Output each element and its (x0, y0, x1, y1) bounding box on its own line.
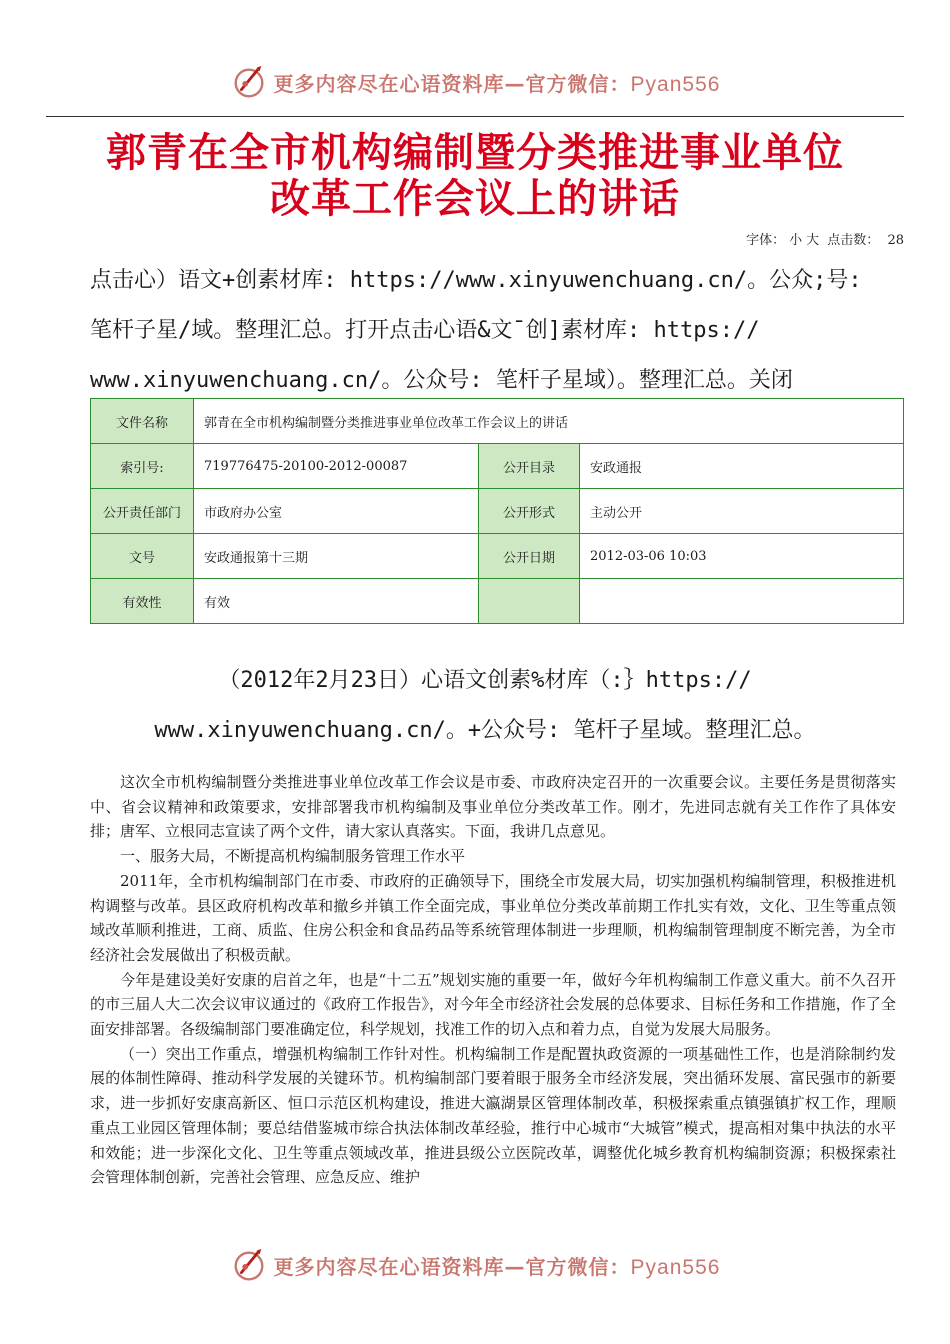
table-row (91, 444, 904, 489)
banner-handle: Pyan556 (630, 1255, 721, 1279)
table-row (91, 579, 904, 624)
watermark-text-block (90, 256, 880, 406)
section-heading: 一、服务大局，不断提高机构编制服务管理工作水平 (120, 847, 466, 866)
info-table (90, 398, 904, 624)
table-row (91, 489, 904, 534)
date-line-2: www.xinyuwenchuang.cn/。+公众号: 笔杆子星域。整理汇总。 (154, 718, 816, 743)
empty-label-cell (479, 579, 580, 624)
index-label: 索引号: (91, 444, 194, 489)
paragraph: （一）突出工作重点，增强机构编制工作针对性。机构编制工作是配置执政资源的一项基础性工作，也是消除制约发展的体制性障碍、推动科学发展的关键环节。机构编制部门要着眼于服务全市经济发展，突出循环发展、富民强市的新要求，进一步抓好安康高新区、恒口示范区机构建设，推进大瀛湖景区管理体制改革，积极探索重点镇强镇扩权工作，理顺重点工业园区管理体制；要总结借鉴城市综合执法体制改革经验，推行中心城市“大城管”模式，提高相对集中执法的水平和效能；进一步深化文化、卫生等重点领域改革，推进县级公立医院改革，调整优化城乡教育机构编制资源；积极探索社会管理体制创新，完善社会管理、应急反应、维护 (90, 1044, 896, 1187)
paragraph: 今年是建设美好安康的启首之年，也是“十二五”规划实施的重要一年，做好今年机构编制工作意义重大。前不久召开的市三届人大二次会议审议通过的《政府工作报告》，对今年全市经济社会发展的总体要求、目标任务和工作措施，作了全面安排部署。各级编制部门要准确定位，科学规划，找准工作的切入点和着力点，自觉为发展大局服务。 (90, 970, 896, 1039)
watermark-line-2: 笔杆子星/域。整理汇总。打开点击心语&文¯创]素材库: https:// (90, 318, 760, 343)
font-size-label: 字体： (746, 233, 786, 248)
catalog-value: 安政通报 (580, 444, 904, 489)
font-large-link[interactable]: 大 (806, 233, 820, 248)
click-count-label: 点击数： (827, 233, 880, 248)
pen-logo-icon (230, 1246, 268, 1284)
doc-no-value: 安政通报第十三期 (194, 534, 479, 579)
validity-value: 有效 (194, 579, 479, 624)
date-value: 2012-03-06 10:03 (580, 534, 904, 579)
empty-value-cell (580, 579, 904, 624)
paragraph: 这次全市机构编制暨分类推进事业单位改革工作会议是市委、市政府决定召开的一次重要会议。主要任务是贯彻落实中、省会议精神和政策要求，安排部署我市机构编制及事业单位分类改革工作。刚才，先进同志就有关工作作了具体安排；唐军、立根同志宣读了两个文件，请大家认真落实。下面，我讲几点意见。 (90, 773, 896, 841)
title-line-2: 改革工作会议上的讲话 (270, 176, 680, 222)
form-label: 公开形式 (479, 489, 580, 534)
date-line-1: （2012年2月23日）心语文创素%材库（:｝https:// (218, 668, 752, 693)
watermark-line-3: www.xinyuwenchuang.cn/。公众号: 笔杆子星域）。整理汇总。关闭 (90, 368, 793, 393)
date-label: 公开日期 (479, 534, 580, 579)
pen-logo-icon (230, 63, 268, 101)
validity-label: 有效性 (91, 579, 194, 624)
table-row (91, 399, 904, 444)
banner-text: 更多内容尽在心语资料库—官方微信：Pyan556 (273, 71, 721, 96)
bottom-banner (0, 1245, 950, 1285)
paragraph: 2011年，全市机构编制部门在市委、市政府的正确领导下，围绕全市发展大局，切实加强机构编制管理，积极推进机构调整与改革。县区政府机构改革和撤乡并镇工作全面完成，事业单位分类改革前期工作扎实有效，文化、卫生等重点领域改革顺利推进，工商、质监、住房公积金和食品药品等系统管理体制进一步理顺，机构编制管理制度不断完善，为全市经济社会发展做出了积极贡献。 (90, 871, 896, 964)
watermark-line-1: 点击心）语文+创素材库: https://www.xinyuwenchuang.cn/。公众;号: (90, 268, 862, 293)
speech-date-block (90, 656, 880, 756)
form-value: 主动公开 (580, 489, 904, 534)
top-banner (0, 62, 950, 102)
index-value: 719776475-20100-2012-00087 (194, 444, 479, 489)
banner-handle: Pyan556 (630, 72, 721, 96)
doc-no-label: 文号 (91, 534, 194, 579)
font-small-link[interactable]: 小 (789, 233, 803, 248)
table-row (91, 534, 904, 579)
file-name-label: 文件名称 (91, 399, 194, 444)
article-body (90, 770, 896, 1190)
dept-value: 市政府办公室 (194, 489, 479, 534)
page-title (46, 130, 904, 222)
file-name-value: 郭青在全市机构编制暨分类推进事业单位改革工作会议上的讲话 (194, 399, 904, 444)
meta-bar (742, 229, 904, 248)
catalog-label: 公开目录 (479, 444, 580, 489)
click-count-value: 28 (887, 233, 904, 248)
header-rule (46, 116, 904, 117)
title-line-1: 郭青在全市机构编制暨分类推进事业单位 (106, 130, 844, 176)
banner-text: 更多内容尽在心语资料库—官方微信：Pyan556 (273, 1254, 721, 1279)
dept-label: 公开责任部门 (91, 489, 194, 534)
